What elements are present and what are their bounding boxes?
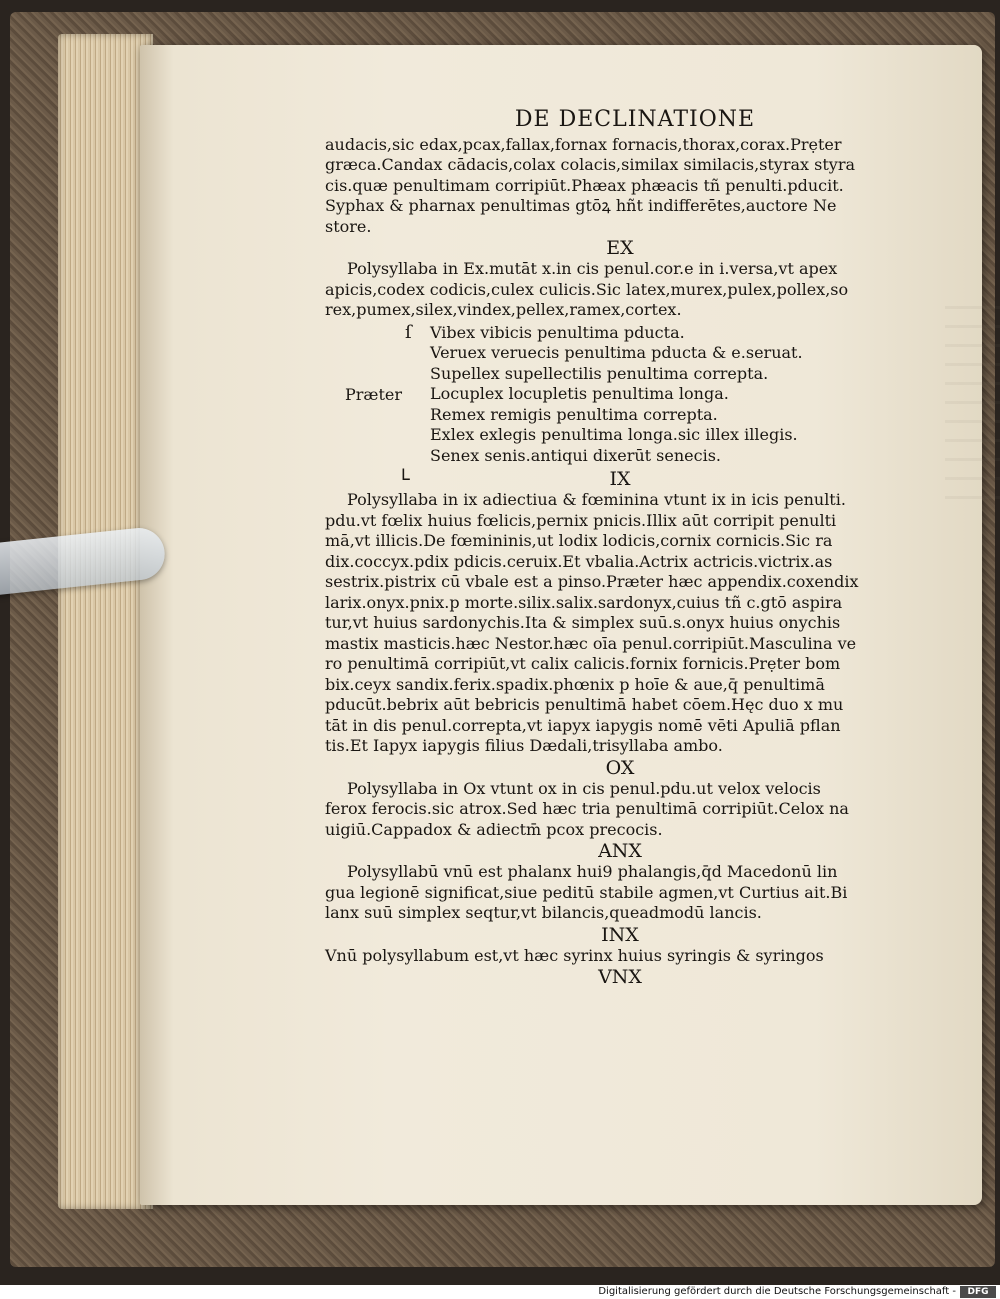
verse-label: Præter xyxy=(345,384,402,404)
verse-line: Locuplex locupletis penultima longa. xyxy=(430,384,729,403)
verse-line: Veruex veruecis penultima pducta & e.seruat. xyxy=(430,343,803,362)
text-line: Vnū polysyllabum est,vt hæc syrinx huius syringis & syringos xyxy=(325,945,824,965)
text-line: mastix masticis.hæc Nestor.hæc oīa penul.corripiūt.Masculina ve xyxy=(325,633,857,653)
brace-end-mark: ᒪ xyxy=(401,464,410,484)
text-line: Polysyllaba in Ox vtunt ox in cis penul.pdu.ut velox velocis xyxy=(347,778,821,798)
text-line: pdu.vt fœlix huius fœlicis,pernix pnicis.Illix aūt corripit penulti xyxy=(325,510,837,530)
section-title-inx: INX xyxy=(601,923,639,946)
section-title-ox: OX xyxy=(605,756,635,779)
text-line: Syphax & pharnax penultimas gtōꝝ hñt indifferētes,auctore Ne xyxy=(325,196,837,215)
text-line: cis.quæ penultimam corripiūt.Phæax phæacis tñ penulti.pducit. xyxy=(325,175,844,195)
text-line: dix.coccyx.pdix pdicis.ceruix.Et vbalia.Actrix actricis.victrix.as xyxy=(325,551,833,571)
text-line: gua legionē significat,siue peditū stabile agmen,vt Curtius ait.Bi xyxy=(325,882,848,902)
text-line: Polysyllaba in Ex.mutāt x.in cis penul.cor.e in i.versa,vt apex xyxy=(347,259,838,278)
verse-line: Remex remigis penultima correpta. xyxy=(430,404,718,424)
text-line: bix.ceyx sandix.ferix.spadix.phœnix p hoīe & aue,q̄ penultimā xyxy=(325,674,825,694)
brace-mark: ſ xyxy=(405,321,412,343)
text-line: ro penultimā corripiūt,vt calix calicis.fornix fornicis.Prẹter bom xyxy=(325,654,841,673)
text-line: tāt in dis penul.correpta,vt iapyx iapygis nomē vēti Apuliā pflan xyxy=(325,715,841,735)
text-line: ferox ferocis.sic atrox.Sed hæc tria penultimā corripiūt.Celox na xyxy=(325,799,849,818)
show-through xyxy=(945,295,1000,515)
verse-line: Supellex supellectilis penultima correpta. xyxy=(430,363,769,383)
text-line: mā,vt illicis.De fœmininis,ut lodix lodicis,cornix cornicis.Sic ra xyxy=(325,531,833,550)
text-line: larix.onyx.pnix.p morte.silix.salix.sardonyx,cuius tñ c.gtō aspira xyxy=(325,592,843,612)
section-title-anx: ANX xyxy=(598,840,642,862)
text-line: apicis,codex codicis,culex culicis.Sic latex,murex,pulex,pollex,so xyxy=(325,279,849,299)
verse-line: Exlex exlegis penultima longa.sic illex illegis. xyxy=(430,425,798,444)
text-line: Polysyllabū vnū est phalanx hui9 phalangis,q̄d Macedonū lin xyxy=(347,862,838,881)
section-title-ix: IX xyxy=(609,468,631,490)
text-line: tur,vt huius sardonychis.Ita & simplex suū.s.onyx huius onychis xyxy=(325,613,841,632)
section-title-ex: EX xyxy=(606,237,634,259)
intro-block xyxy=(325,135,915,238)
section-title-vnx: VNX xyxy=(598,966,642,988)
text-line: græca.Candax cādacis,colax colacis,similax similacis,styrax styra xyxy=(325,155,856,174)
text-line: sestrix.pistrix cū vbale est a pinso.Præter hæc appendix.coxendix xyxy=(325,572,859,591)
text-line: Polysyllaba in ix adiectiua & fœminina vtunt ix in icis penulti. xyxy=(347,490,846,509)
text-line: lanx suū simplex seqtur,vt bilancis,queadmodū lancis. xyxy=(325,903,762,922)
text-line: tis.Et Iapyx iapygis filius Dædali,trisyllaba ambo. xyxy=(325,736,723,755)
verse-line: Senex senis.antiqui dixerūt senecis. xyxy=(430,445,721,465)
dfg-logo-icon: DFG xyxy=(960,1286,996,1298)
text-line: audacis,sic edax,pcax,fallax,fornax fornacis,thorax,corax.Prẹter xyxy=(325,134,842,154)
page-edges xyxy=(58,34,153,1209)
footer-bar xyxy=(0,1285,1000,1299)
verse-block xyxy=(325,321,915,484)
page-text xyxy=(325,107,915,988)
text-line: store. xyxy=(325,216,372,236)
verse-line: Vibex vibicis penultima pducta. xyxy=(430,322,685,342)
funding-credit: Digitalisierung gefördert durch die Deutsche Forschungsgemeinschaft - xyxy=(598,1286,956,1297)
text-line: uigiū.Cappadox & adiectm̄ pcox precocis. xyxy=(325,819,663,839)
text-line: rex,pumex,silex,vindex,pellex,ramex,cortex. xyxy=(325,300,682,319)
page-heading: DE DECLINATIONE xyxy=(514,107,756,132)
text-line: pducūt.bebrix aūt bebricis penultimā habet cōem.Hęc duo x mu xyxy=(325,695,844,714)
